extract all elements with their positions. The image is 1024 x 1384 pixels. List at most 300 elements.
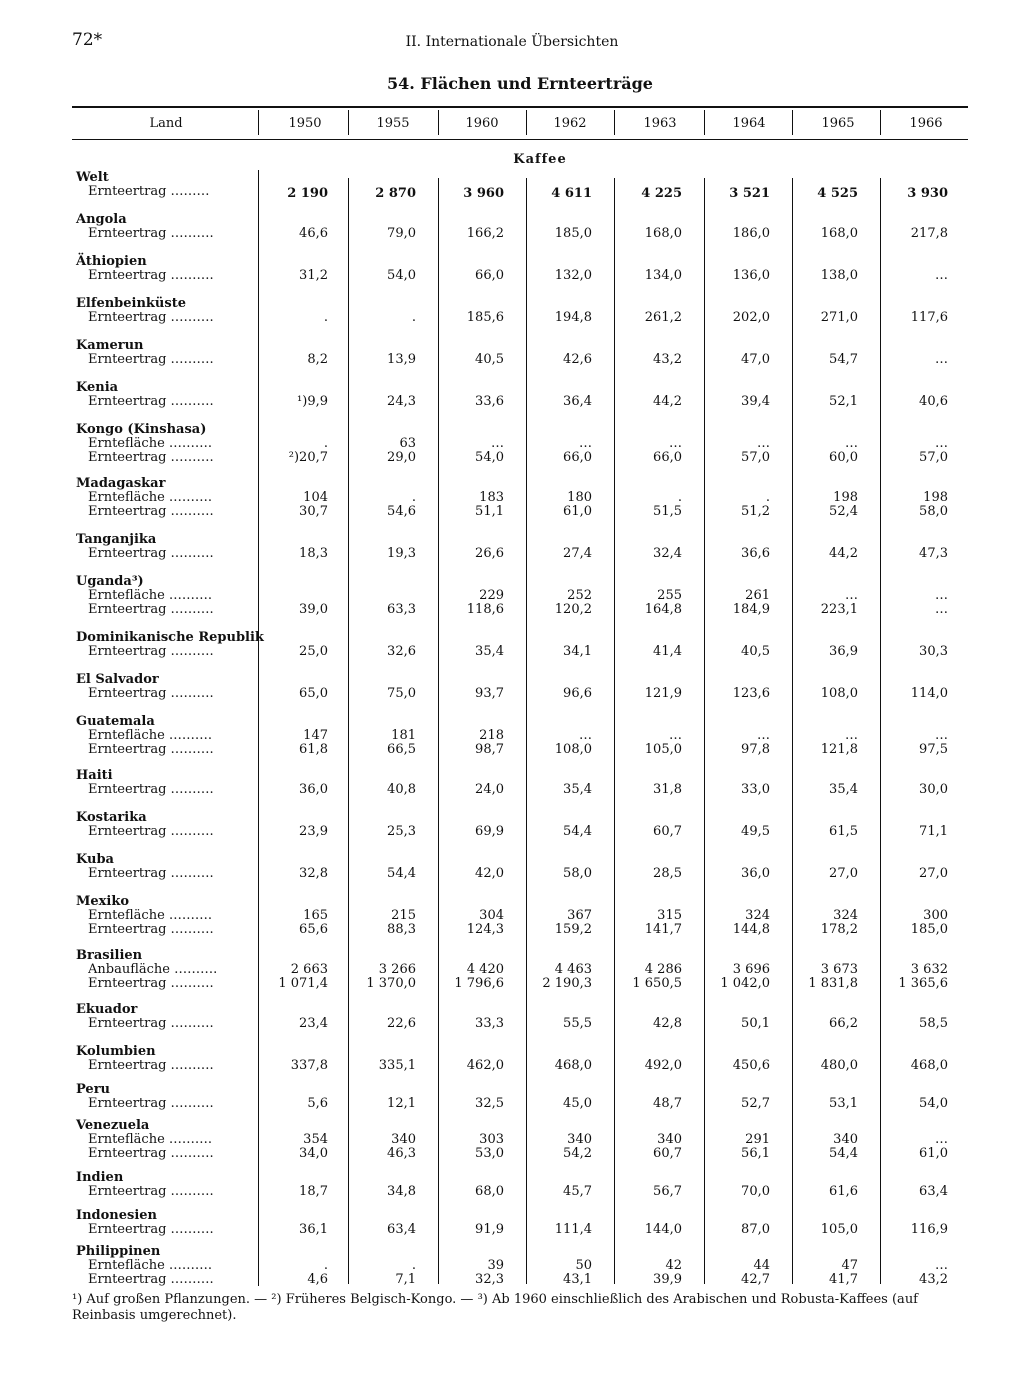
column-header-1960: 1960	[465, 116, 499, 131]
table-cell: 56,7	[653, 1184, 682, 1199]
table-cell: .	[411, 490, 416, 505]
table-cell: 105,0	[644, 742, 682, 757]
table-cell: 4 420	[466, 962, 504, 977]
table-cell: 223,1	[820, 602, 858, 617]
table-cell: 2 190	[287, 186, 328, 201]
table-cell: 3 632	[910, 962, 948, 977]
table-cell: 39	[487, 1258, 504, 1273]
table-cell: 8,2	[307, 352, 328, 367]
table-cell: 49,5	[741, 824, 770, 839]
metric-label: Ernteertrag ……….	[88, 644, 214, 659]
table-cell: 1 370,0	[366, 976, 416, 991]
table-cell: …	[845, 588, 858, 603]
table-cell: 52,1	[829, 394, 858, 409]
running-header: II. Internationale Übersichten	[405, 34, 619, 50]
country-name: El Salvador	[76, 672, 159, 687]
country-name: Indonesien	[76, 1208, 157, 1223]
table-cell: 54,6	[387, 504, 416, 519]
metric-label: Erntefläche ……….	[88, 908, 213, 923]
table-cell: .	[411, 1258, 416, 1273]
metric-label: Erntefläche ……….	[88, 588, 213, 603]
table-cell: 41,4	[653, 644, 682, 659]
table-cell: 28,5	[653, 866, 682, 881]
table-cell: 118,6	[466, 602, 504, 617]
metric-label: Erntefläche ……….	[88, 436, 213, 451]
table-cell: 54,4	[563, 824, 592, 839]
country-name: Kongo (Kinshasa)	[76, 422, 207, 437]
metric-label: Ernteertrag ………	[88, 184, 210, 199]
table-cell: 42,0	[475, 866, 504, 881]
table-cell: …	[935, 588, 948, 603]
table-cell: 33,3	[475, 1016, 504, 1031]
table-cell: 52,7	[741, 1096, 770, 1111]
table-cell: 185,0	[910, 922, 948, 937]
table-cell: 27,0	[829, 866, 858, 881]
table-cell: 300	[923, 908, 948, 923]
table-cell: 194,8	[554, 310, 592, 325]
metric-label: Ernteertrag ……….	[88, 782, 214, 797]
table-cell: …	[579, 728, 592, 743]
table-cell: 2 663	[290, 962, 328, 977]
table-cell: .	[411, 310, 416, 325]
table-cell: …	[491, 436, 504, 451]
table-cell: 61,0	[919, 1146, 948, 1161]
table-cell: 104	[303, 490, 328, 505]
table-cell: 40,5	[475, 352, 504, 367]
country-name: Kostarika	[76, 810, 147, 825]
table-cell: 58,0	[919, 504, 948, 519]
table-cell: 337,8	[290, 1058, 328, 1073]
table-cell: 34,0	[299, 1146, 328, 1161]
table-cell: 52,4	[829, 504, 858, 519]
table-cell: 31,8	[653, 782, 682, 797]
country-name: Brasilien	[76, 948, 143, 963]
table-cell: 45,0	[563, 1096, 592, 1111]
table-cell: 23,4	[299, 1016, 328, 1031]
table-cell: 123,6	[732, 686, 770, 701]
country-name: Guatemala	[76, 714, 155, 729]
table-cell: 340	[833, 1132, 858, 1147]
metric-label: Ernteertrag ……….	[88, 602, 214, 617]
table-cell: 91,9	[475, 1222, 504, 1237]
table-cell: 35,4	[475, 644, 504, 659]
metric-label: Ernteertrag ……….	[88, 686, 214, 701]
table-cell: 13,9	[387, 352, 416, 367]
table-cell: 63,4	[919, 1184, 948, 1199]
table-cell: 26,6	[475, 546, 504, 561]
country-name: Tanganjika	[76, 532, 157, 547]
table-cell: 2 190,3	[542, 976, 592, 991]
table-cell: 3 266	[378, 962, 416, 977]
table-cell: 108,0	[820, 686, 858, 701]
table-cell: 340	[657, 1132, 682, 1147]
table-title: 54. Flächen und Ernteerträge	[387, 74, 653, 93]
column-separator	[348, 110, 349, 135]
table-cell: 97,8	[741, 742, 770, 757]
table-cell: 46,3	[387, 1146, 416, 1161]
footnote: ¹) Auf großen Pflanzungen. — ²) Früheres Belgisch-Kongo. — ³) Ab 1960 einschließlich des Arabischen und Robusta-Kaffees (auf Reinbasis umgerechnet).	[72, 1292, 918, 1323]
table-cell: …	[757, 728, 770, 743]
table-cell: 57,0	[741, 450, 770, 465]
table-cell: .	[323, 1258, 328, 1273]
table-cell: 2 870	[375, 186, 416, 201]
metric-label: Erntefläche ……….	[88, 1132, 213, 1147]
table-cell: 68,0	[475, 1184, 504, 1199]
table-cell: 1 042,0	[720, 976, 770, 991]
metric-label: Ernteertrag ……….	[88, 1058, 214, 1073]
table-cell: 114,0	[910, 686, 948, 701]
table-cell: 340	[567, 1132, 592, 1147]
table-cell: 184,9	[732, 602, 770, 617]
table-cell: 50,1	[741, 1016, 770, 1031]
table-cell: 492,0	[644, 1058, 682, 1073]
table-cell: 468,0	[910, 1058, 948, 1073]
table-cell: …	[669, 728, 682, 743]
table-cell: 66,0	[475, 268, 504, 283]
table-cell: 71,1	[919, 824, 948, 839]
table-cell: 32,8	[299, 866, 328, 881]
table-cell: 61,8	[299, 742, 328, 757]
table-cell: 53,0	[475, 1146, 504, 1161]
metric-label: Ernteertrag ……….	[88, 1272, 214, 1287]
table-cell: 58,0	[563, 866, 592, 881]
metric-label: Erntefläche ……….	[88, 1258, 213, 1273]
table-cell: 3 960	[463, 186, 504, 201]
column-header-1950: 1950	[288, 116, 322, 131]
table-cell: 54,4	[829, 1146, 858, 1161]
table-cell: 120,2	[554, 602, 592, 617]
table-cell: 51,2	[741, 504, 770, 519]
table-cell: 61,6	[829, 1184, 858, 1199]
column-header-1962: 1962	[553, 116, 587, 131]
table-cell: 60,7	[653, 1146, 682, 1161]
table-cell: 108,0	[554, 742, 592, 757]
table-cell: 166,2	[466, 226, 504, 241]
table-cell: 303	[479, 1132, 504, 1147]
metric-label: Erntefläche ……….	[88, 728, 213, 743]
table-cell: 1 831,8	[808, 976, 858, 991]
table-cell: 117,6	[910, 310, 948, 325]
table-cell: 462,0	[466, 1058, 504, 1073]
table-cell: 66,0	[653, 450, 682, 465]
table-cell: 468,0	[554, 1058, 592, 1073]
table-cell: 271,0	[820, 310, 858, 325]
table-cell: 3 521	[729, 186, 770, 201]
metric-label: Ernteertrag ……….	[88, 1184, 214, 1199]
table-cell: 7,1	[395, 1272, 416, 1287]
table-cell: 121,9	[644, 686, 682, 701]
column-header-land: Land	[149, 116, 183, 131]
table-cell: 141,7	[644, 922, 682, 937]
table-cell: 164,8	[644, 602, 682, 617]
table-cell: 144,8	[732, 922, 770, 937]
table-cell: 36,0	[299, 782, 328, 797]
table-cell: 35,4	[829, 782, 858, 797]
country-name: Dominikanische Republik	[76, 630, 264, 645]
metric-label: Ernteertrag ……….	[88, 1016, 214, 1031]
table-cell: 53,1	[829, 1096, 858, 1111]
country-name: Mexiko	[76, 894, 130, 909]
column-separator	[880, 110, 881, 135]
table-cell: 66,2	[829, 1016, 858, 1031]
table-cell: 22,6	[387, 1016, 416, 1031]
metric-label: Ernteertrag ……….	[88, 866, 214, 881]
table-cell: 202,0	[732, 310, 770, 325]
country-name: Madagaskar	[76, 476, 166, 491]
table-cell: 36,0	[741, 866, 770, 881]
table-cell: 168,0	[820, 226, 858, 241]
country-name: Elfenbeinküste	[76, 296, 186, 311]
table-cell: 93,7	[475, 686, 504, 701]
table-cell: 42	[665, 1258, 682, 1273]
table-cell: 4 463	[554, 962, 592, 977]
country-name: Welt	[76, 170, 109, 185]
table-cell: 4 611	[551, 186, 592, 201]
column-separator	[438, 110, 439, 135]
table-cell: 32,4	[653, 546, 682, 561]
table-cell: 147	[303, 728, 328, 743]
country-name: Uganda³)	[76, 574, 144, 589]
table-cell: 87,0	[741, 1222, 770, 1237]
column-separator	[704, 110, 705, 135]
table-cell: 97,5	[919, 742, 948, 757]
table-cell: 51,1	[475, 504, 504, 519]
table-cell: 47	[841, 1258, 858, 1273]
table-cell: 63,4	[387, 1222, 416, 1237]
table-cell: 42,7	[741, 1272, 770, 1287]
table-cell: 18,7	[299, 1184, 328, 1199]
country-name: Ekuador	[76, 1002, 138, 1017]
table-cell: 44	[753, 1258, 770, 1273]
table-cell: 98,7	[475, 742, 504, 757]
table-cell: 36,4	[563, 394, 592, 409]
table-cell: 31,2	[299, 268, 328, 283]
table-cell: 255	[657, 588, 682, 603]
table-cell: 70,0	[741, 1184, 770, 1199]
table-cell: 47,3	[919, 546, 948, 561]
table-cell: 1 650,5	[632, 976, 682, 991]
table-cell: 24,0	[475, 782, 504, 797]
table-cell: 45,7	[563, 1184, 592, 1199]
table-cell: 124,3	[466, 922, 504, 937]
table-cell: 79,0	[387, 226, 416, 241]
table-cell: 183	[479, 490, 504, 505]
table-cell: 88,3	[387, 922, 416, 937]
table-cell: …	[935, 1132, 948, 1147]
table-cell: 168,0	[644, 226, 682, 241]
table-cell: 218	[479, 728, 504, 743]
column-header-1966: 1966	[909, 116, 943, 131]
metric-label: Erntefläche ……….	[88, 490, 213, 505]
table-cell: 335,1	[378, 1058, 416, 1073]
table-cell: 54,4	[387, 866, 416, 881]
table-cell: 42,6	[563, 352, 592, 367]
table-cell: 4 225	[641, 186, 682, 201]
table-cell: 63,3	[387, 602, 416, 617]
table-cell: 324	[745, 908, 770, 923]
metric-label: Ernteertrag ……….	[88, 546, 214, 561]
table-cell: 4,6	[307, 1272, 328, 1287]
table-cell: 65,6	[299, 922, 328, 937]
table-cell: 43,1	[563, 1272, 592, 1287]
header-rule-bottom	[72, 139, 968, 140]
table-cell: 43,2	[653, 352, 682, 367]
table-cell: 63	[399, 436, 416, 451]
table-cell: 54,0	[387, 268, 416, 283]
table-cell: 50	[575, 1258, 592, 1273]
metric-label: Anbaufläche ……….	[88, 962, 218, 977]
table-cell: 121,8	[820, 742, 858, 757]
header-rule-top	[72, 106, 968, 108]
table-cell: …	[845, 436, 858, 451]
table-cell: …	[935, 728, 948, 743]
column-header-1963: 1963	[643, 116, 677, 131]
metric-label: Ernteertrag ……….	[88, 976, 214, 991]
table-cell: 35,4	[563, 782, 592, 797]
country-name: Kolumbien	[76, 1044, 156, 1059]
table-cell: 56,1	[741, 1146, 770, 1161]
table-cell: .	[765, 490, 770, 505]
table-cell: .	[323, 436, 328, 451]
country-name: Venezuela	[76, 1118, 150, 1133]
table-cell: …	[757, 436, 770, 451]
table-cell: 40,6	[919, 394, 948, 409]
table-cell: 181	[391, 728, 416, 743]
table-cell: 23,9	[299, 824, 328, 839]
table-cell: 54,2	[563, 1146, 592, 1161]
table-cell: 4 525	[817, 186, 858, 201]
table-cell: 105,0	[820, 1222, 858, 1237]
column-header-1965: 1965	[821, 116, 855, 131]
country-name: Philippinen	[76, 1244, 161, 1259]
table-cell: 36,6	[741, 546, 770, 561]
table-cell: …	[935, 436, 948, 451]
table-cell: …	[935, 602, 948, 617]
table-cell: ²)20,7	[288, 450, 328, 465]
table-cell: 39,4	[741, 394, 770, 409]
metric-label: Ernteertrag ……….	[88, 922, 214, 937]
table-cell: 186,0	[732, 226, 770, 241]
table-cell: 229	[479, 588, 504, 603]
table-cell: 3 673	[820, 962, 858, 977]
section-label: Kaffee	[513, 152, 567, 167]
table-cell: 34,8	[387, 1184, 416, 1199]
country-name: Äthiopien	[76, 254, 147, 269]
column-separator	[614, 110, 615, 135]
table-cell: 291	[745, 1132, 770, 1147]
metric-label: Ernteertrag ……….	[88, 450, 214, 465]
table-cell: 36,1	[299, 1222, 328, 1237]
table-cell: 138,0	[820, 268, 858, 283]
table-cell: 18,3	[299, 546, 328, 561]
table-cell: 116,9	[910, 1222, 948, 1237]
table-cell: 39,0	[299, 602, 328, 617]
column-header-1955: 1955	[376, 116, 410, 131]
table-cell: 324	[833, 908, 858, 923]
table-cell: 261,2	[644, 310, 682, 325]
table-cell: 75,0	[387, 686, 416, 701]
table-cell: 54,0	[475, 450, 504, 465]
table-cell: 252	[567, 588, 592, 603]
table-cell: ¹)9,9	[297, 394, 328, 409]
table-cell: 215	[391, 908, 416, 923]
table-cell: 54,7	[829, 352, 858, 367]
table-cell: …	[845, 728, 858, 743]
table-cell: 60,0	[829, 450, 858, 465]
table-cell: 144,0	[644, 1222, 682, 1237]
table-cell: 340	[391, 1132, 416, 1147]
table-cell: …	[935, 268, 948, 283]
table-cell: 33,0	[741, 782, 770, 797]
column-header-1964: 1964	[732, 116, 766, 131]
table-cell: 69,9	[475, 824, 504, 839]
country-name: Kenia	[76, 380, 119, 395]
table-cell: 450,6	[732, 1058, 770, 1073]
table-cell: 24,3	[387, 394, 416, 409]
table-cell: 178,2	[820, 922, 858, 937]
table-cell: 111,4	[554, 1222, 592, 1237]
table-cell: 66,0	[563, 450, 592, 465]
country-name: Indien	[76, 1170, 124, 1185]
metric-label: Ernteertrag ……….	[88, 1146, 214, 1161]
column-separator	[526, 110, 527, 135]
column-separator	[792, 110, 793, 135]
table-cell: 5,6	[307, 1096, 328, 1111]
country-name: Angola	[76, 212, 127, 227]
table-cell: 32,5	[475, 1096, 504, 1111]
page-number: 72*	[72, 30, 103, 50]
table-cell: 30,0	[919, 782, 948, 797]
metric-label: Ernteertrag ……….	[88, 352, 214, 367]
table-cell: …	[935, 352, 948, 367]
metric-label: Ernteertrag ……….	[88, 310, 214, 325]
table-cell: 261	[745, 588, 770, 603]
country-name: Peru	[76, 1082, 110, 1097]
table-cell: 134,0	[644, 268, 682, 283]
table-cell: 198	[833, 490, 858, 505]
table-cell: 34,1	[563, 644, 592, 659]
table-cell: 48,7	[653, 1096, 682, 1111]
metric-label: Ernteertrag ……….	[88, 268, 214, 283]
table-cell: 354	[303, 1132, 328, 1147]
country-name: Kuba	[76, 852, 114, 867]
table-cell: 132,0	[554, 268, 592, 283]
table-cell: 54,0	[919, 1096, 948, 1111]
table-cell: 61,0	[563, 504, 592, 519]
table-cell: 32,6	[387, 644, 416, 659]
table-cell: 42,8	[653, 1016, 682, 1031]
table-cell: 25,0	[299, 644, 328, 659]
table-cell: 3 930	[907, 186, 948, 201]
table-cell: 30,7	[299, 504, 328, 519]
metric-label: Ernteertrag ……….	[88, 394, 214, 409]
metric-label: Ernteertrag ……….	[88, 504, 214, 519]
table-cell: 66,5	[387, 742, 416, 757]
table-cell: 1 365,6	[898, 976, 948, 991]
table-cell: 57,0	[919, 450, 948, 465]
table-cell: 61,5	[829, 824, 858, 839]
table-cell: 304	[479, 908, 504, 923]
table-cell: 32,3	[475, 1272, 504, 1287]
table-cell: 136,0	[732, 268, 770, 283]
table-cell: 185,0	[554, 226, 592, 241]
table-cell: …	[579, 436, 592, 451]
table-cell: 185,6	[466, 310, 504, 325]
table-cell: .	[677, 490, 682, 505]
table-cell: 36,9	[829, 644, 858, 659]
table-cell: .	[323, 310, 328, 325]
table-cell: 44,2	[829, 546, 858, 561]
